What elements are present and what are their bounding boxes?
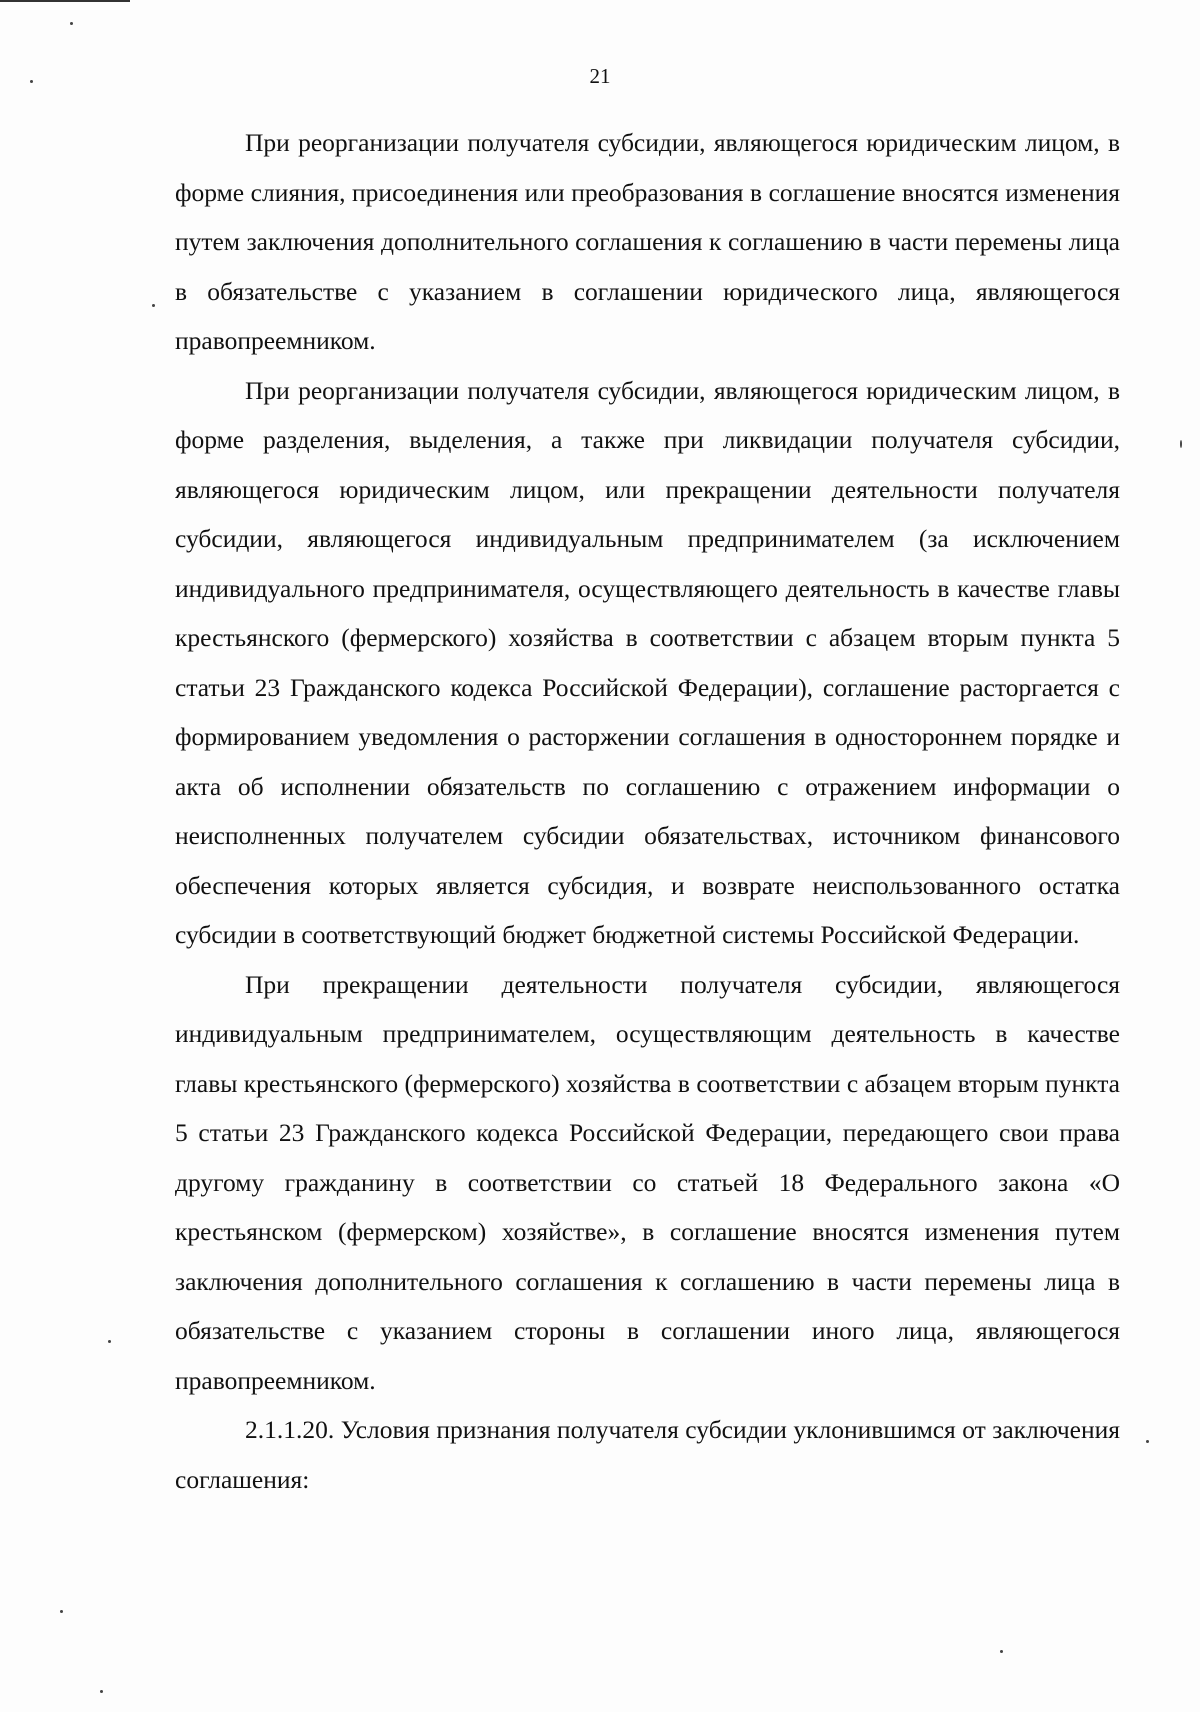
scan-edge-line [0, 0, 130, 2]
paragraph-farm-termination: При прекращении деятельности получателя субсидии, являющегося индивидуальным предпринимателем, осуществляющим деятельность в качестве главы крестьянского (фермерского) хозяйства в соответствии с абзацем вторым пункта 5 статьи 23 Гражданского кодекса Российской Федерации, передающего свои права другому гражданину в соответствии со статьей 18 Федерального закона «О крестьянском (фермерском) хозяйстве», в соглашение вносятся изменения путем заключения дополнительного соглашения к соглашению в части перемены лица в обязательстве с указанием стороны в соглашении иного лица, являющегося правопреемником. [175, 969, 1120, 1395]
scan-speck [1180, 440, 1182, 448]
paragraph-reorganization-division: При реорганизации получателя субсидии, являющегося юридическим лицом, в форме разделения, выделения, а также при ликвидации получателя субсидии, являющегося юридическим лицом, или прекращении деятельности получателя субсидии, являющегося индивидуальным предпринимателем (за исключением индивидуального предпринимателя, осуществляющего деятельность в качестве главы крестьянского (фермерского) хозяйства в соответствии с абзацем вторым пункта 5 статьи 23 Гражданского кодекса Российской Федерации), соглашение расторгается с формированием уведомления о расторжении соглашения в одностороннем порядке и акта об исполнении обязательств по соглашению с отражением информации о неисполненных получателем субсидии обязательствах, источником финансового обеспечения которых является субсидия, и возврате неиспользованного остатка субсидии в соответствующий бюджет бюджетной системы Российской Федерации. [175, 375, 1120, 949]
page-number: 21 [589, 64, 611, 88]
document-body [175, 118, 1120, 1504]
paragraph-reorganization-merger: При реорганизации получателя субсидии, являющегося юридическим лицом, в форме слияния, присоединения или преобразования в соглашение вносятся изменения путем заключения дополнительного соглашения к соглашению в части перемены лица в обязательстве с указанием в соглашении юридического лица, являющегося правопреемником. [175, 128, 1120, 355]
scan-speck [70, 22, 73, 25]
paragraph-clause-2-1-1-20: 2.1.1.20. Условия признания получателя субсидии уклонившимся от заключения соглашения: [175, 1415, 1120, 1494]
scan-speck [100, 1690, 103, 1693]
scan-speck [30, 80, 33, 83]
scan-speck [1146, 1440, 1149, 1443]
scan-speck [108, 1340, 111, 1343]
scan-speck [60, 1610, 63, 1613]
scan-speck [1000, 1650, 1003, 1653]
scan-speck [152, 304, 155, 307]
